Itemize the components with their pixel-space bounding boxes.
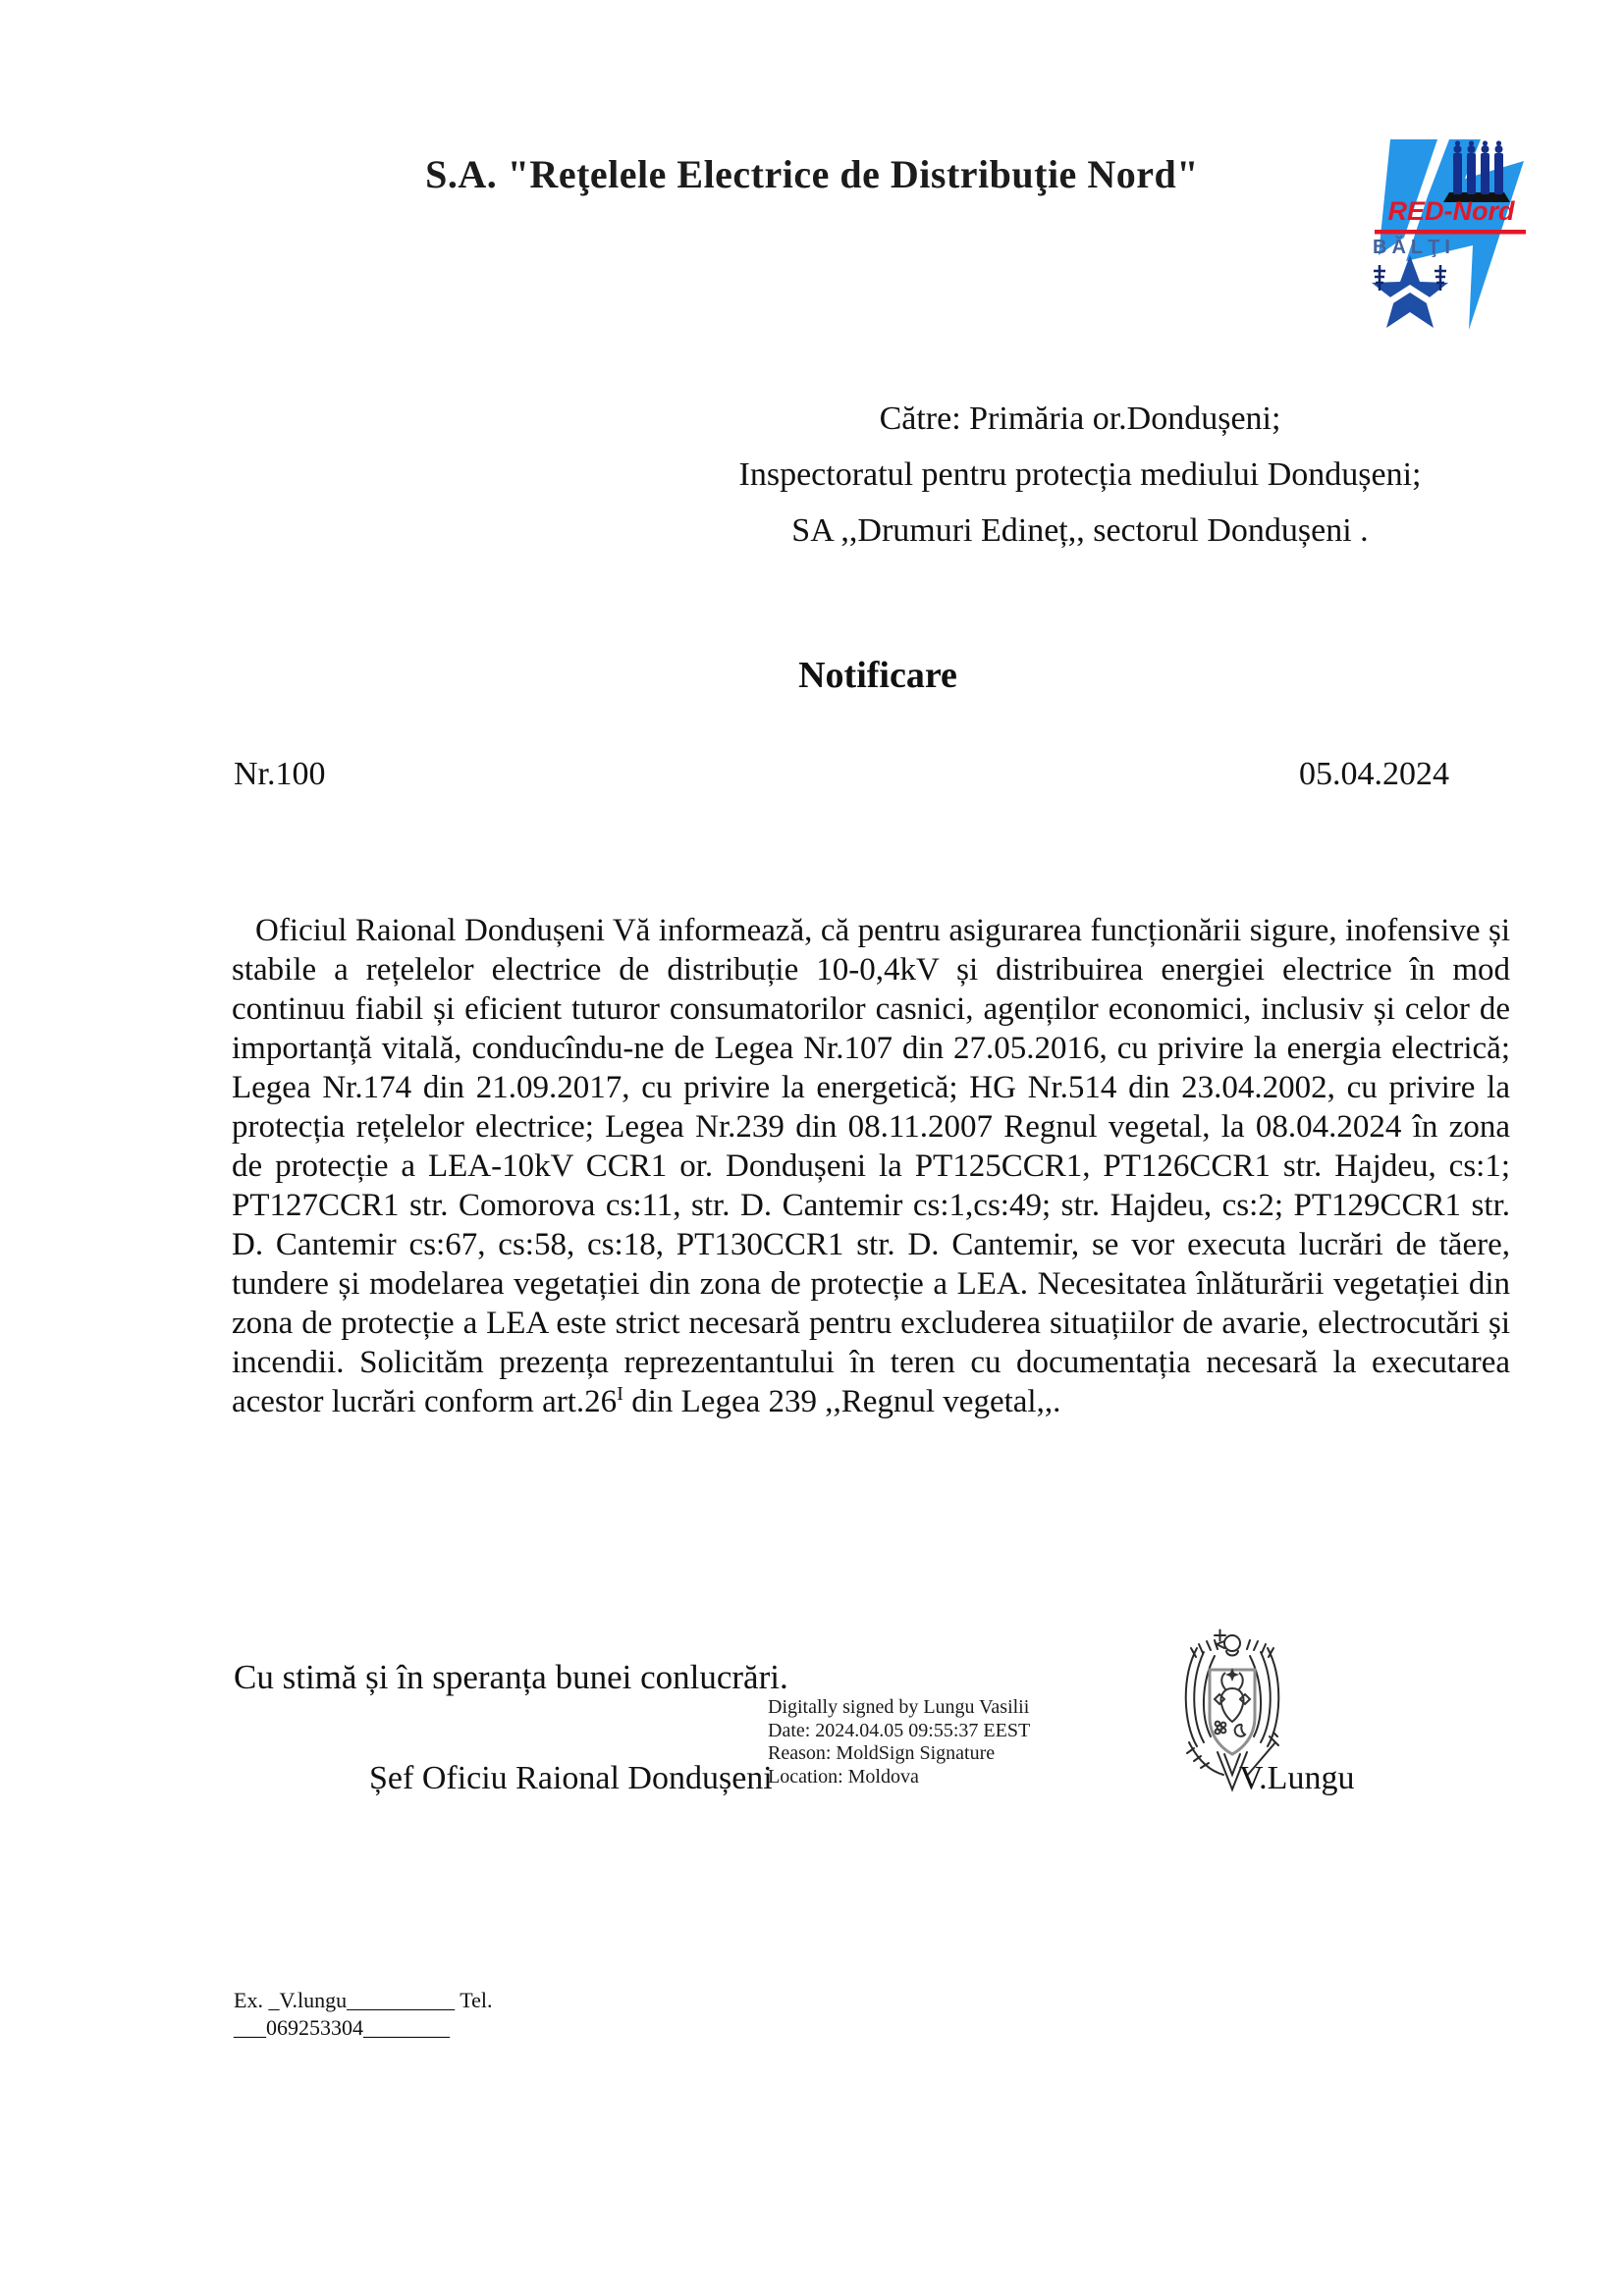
article-superscript: I xyxy=(617,1383,623,1405)
logo-brand-text: RED-Nord xyxy=(1387,196,1515,226)
lightning-bolt-icon xyxy=(1371,135,1530,332)
notice-number: Nr.100 xyxy=(234,756,326,792)
recipient-line: SA ,,Drumuri Edineț,, sectorul Dondușeni . xyxy=(791,512,1369,549)
body-text-main: Oficiul Raional Dondușeni Vă informează, că pentru asigurarea funcționării sigure, inofensive și stabile a rețelelor electrice de distribuție 10-0,4kV și distribuirea energiei electrice în mod continuu fiabil și eficient tuturor consumatorilor casnici, agenților economici, inclusiv și celor de importanță vitală, conducîndu-ne de Legea Nr.107 din 27.05.2016, cu privire la energia electrică; Legea Nr.174 din 21.09.2017, cu privire la energetică; HG Nr.514 din 23.04.2002, cu privire la protecția rețelelor electrice; Legea Nr.239 din 08.11.2007 Regnul vegetal, la 08.04.2024 în zona de protecție a LEA-10kV CCR1 or. Dondușeni la PT125CCR1, PT126CCR1 str. Hajdeu, cs:1; PT127CCR1 str. Comorova cs:11, str. D. Cantemir cs:1,cs:49; str. Hajdeu, cs:2; PT129CCR1 str. D. Cantemir cs:67, cs:58, cs:18, PT130CCR1 str. D. Cantemir, se vor executa lucrări de tăere, tundere și modelarea vegetației din zona de protecție a LEA. Necesitatea înlăturării vegetației din zona de protecție a LEA este strict necesară pentru excluderea situațiilor de avarie, electrocutări și incendii. Solicităm prezența reprezentantului în teren cu documentația necesară la executarea acestor lucrări conform art.26 xyxy=(232,913,1510,1419)
footer-phone-line: ___069253304________ xyxy=(234,2015,450,2040)
logo-city-text: BĂLŢI xyxy=(1373,237,1455,258)
recipients-block xyxy=(628,391,1532,559)
body-text-tail: din Legea 239 ,,Regnul vegetal,,. xyxy=(623,1384,1061,1419)
closing-salutation: Cu stimă și în speranța bunei conlucrări. xyxy=(234,1658,788,1696)
footer-block xyxy=(234,1987,492,2042)
signature-location: Location: Moldova xyxy=(768,1765,919,1788)
digital-signature-stamp xyxy=(768,1696,1030,1789)
red-nord-logo xyxy=(1371,135,1530,332)
signer-name: V.Lungu xyxy=(1239,1760,1355,1796)
signer-role: Șef Oficiu Raional Dondușeni xyxy=(369,1760,773,1796)
body-paragraph xyxy=(232,911,1510,1421)
footer-executor-line: Ex. _V.lungu__________ Tel. xyxy=(234,1988,493,2012)
signature-date: Date: 2024.04.05 09:55:37 EEST xyxy=(768,1719,1031,1741)
recipient-line: Către: Primăria or.Dondușeni; xyxy=(879,400,1281,437)
recipient-line: Inspectoratul pentru protecția mediului Dondușeni; xyxy=(738,456,1422,493)
star-icon xyxy=(1372,255,1448,328)
org-title: S.A. "Reţelele Electrice de Distribuţie Nord" xyxy=(425,152,1199,196)
notice-title: Notificare xyxy=(798,655,957,696)
notice-date: 05.04.2024 xyxy=(1299,756,1449,792)
signature-signed-by: Digitally signed by Lungu Vasilii xyxy=(768,1696,1030,1718)
signature-reason: Reason: MoldSign Signature xyxy=(768,1742,996,1764)
